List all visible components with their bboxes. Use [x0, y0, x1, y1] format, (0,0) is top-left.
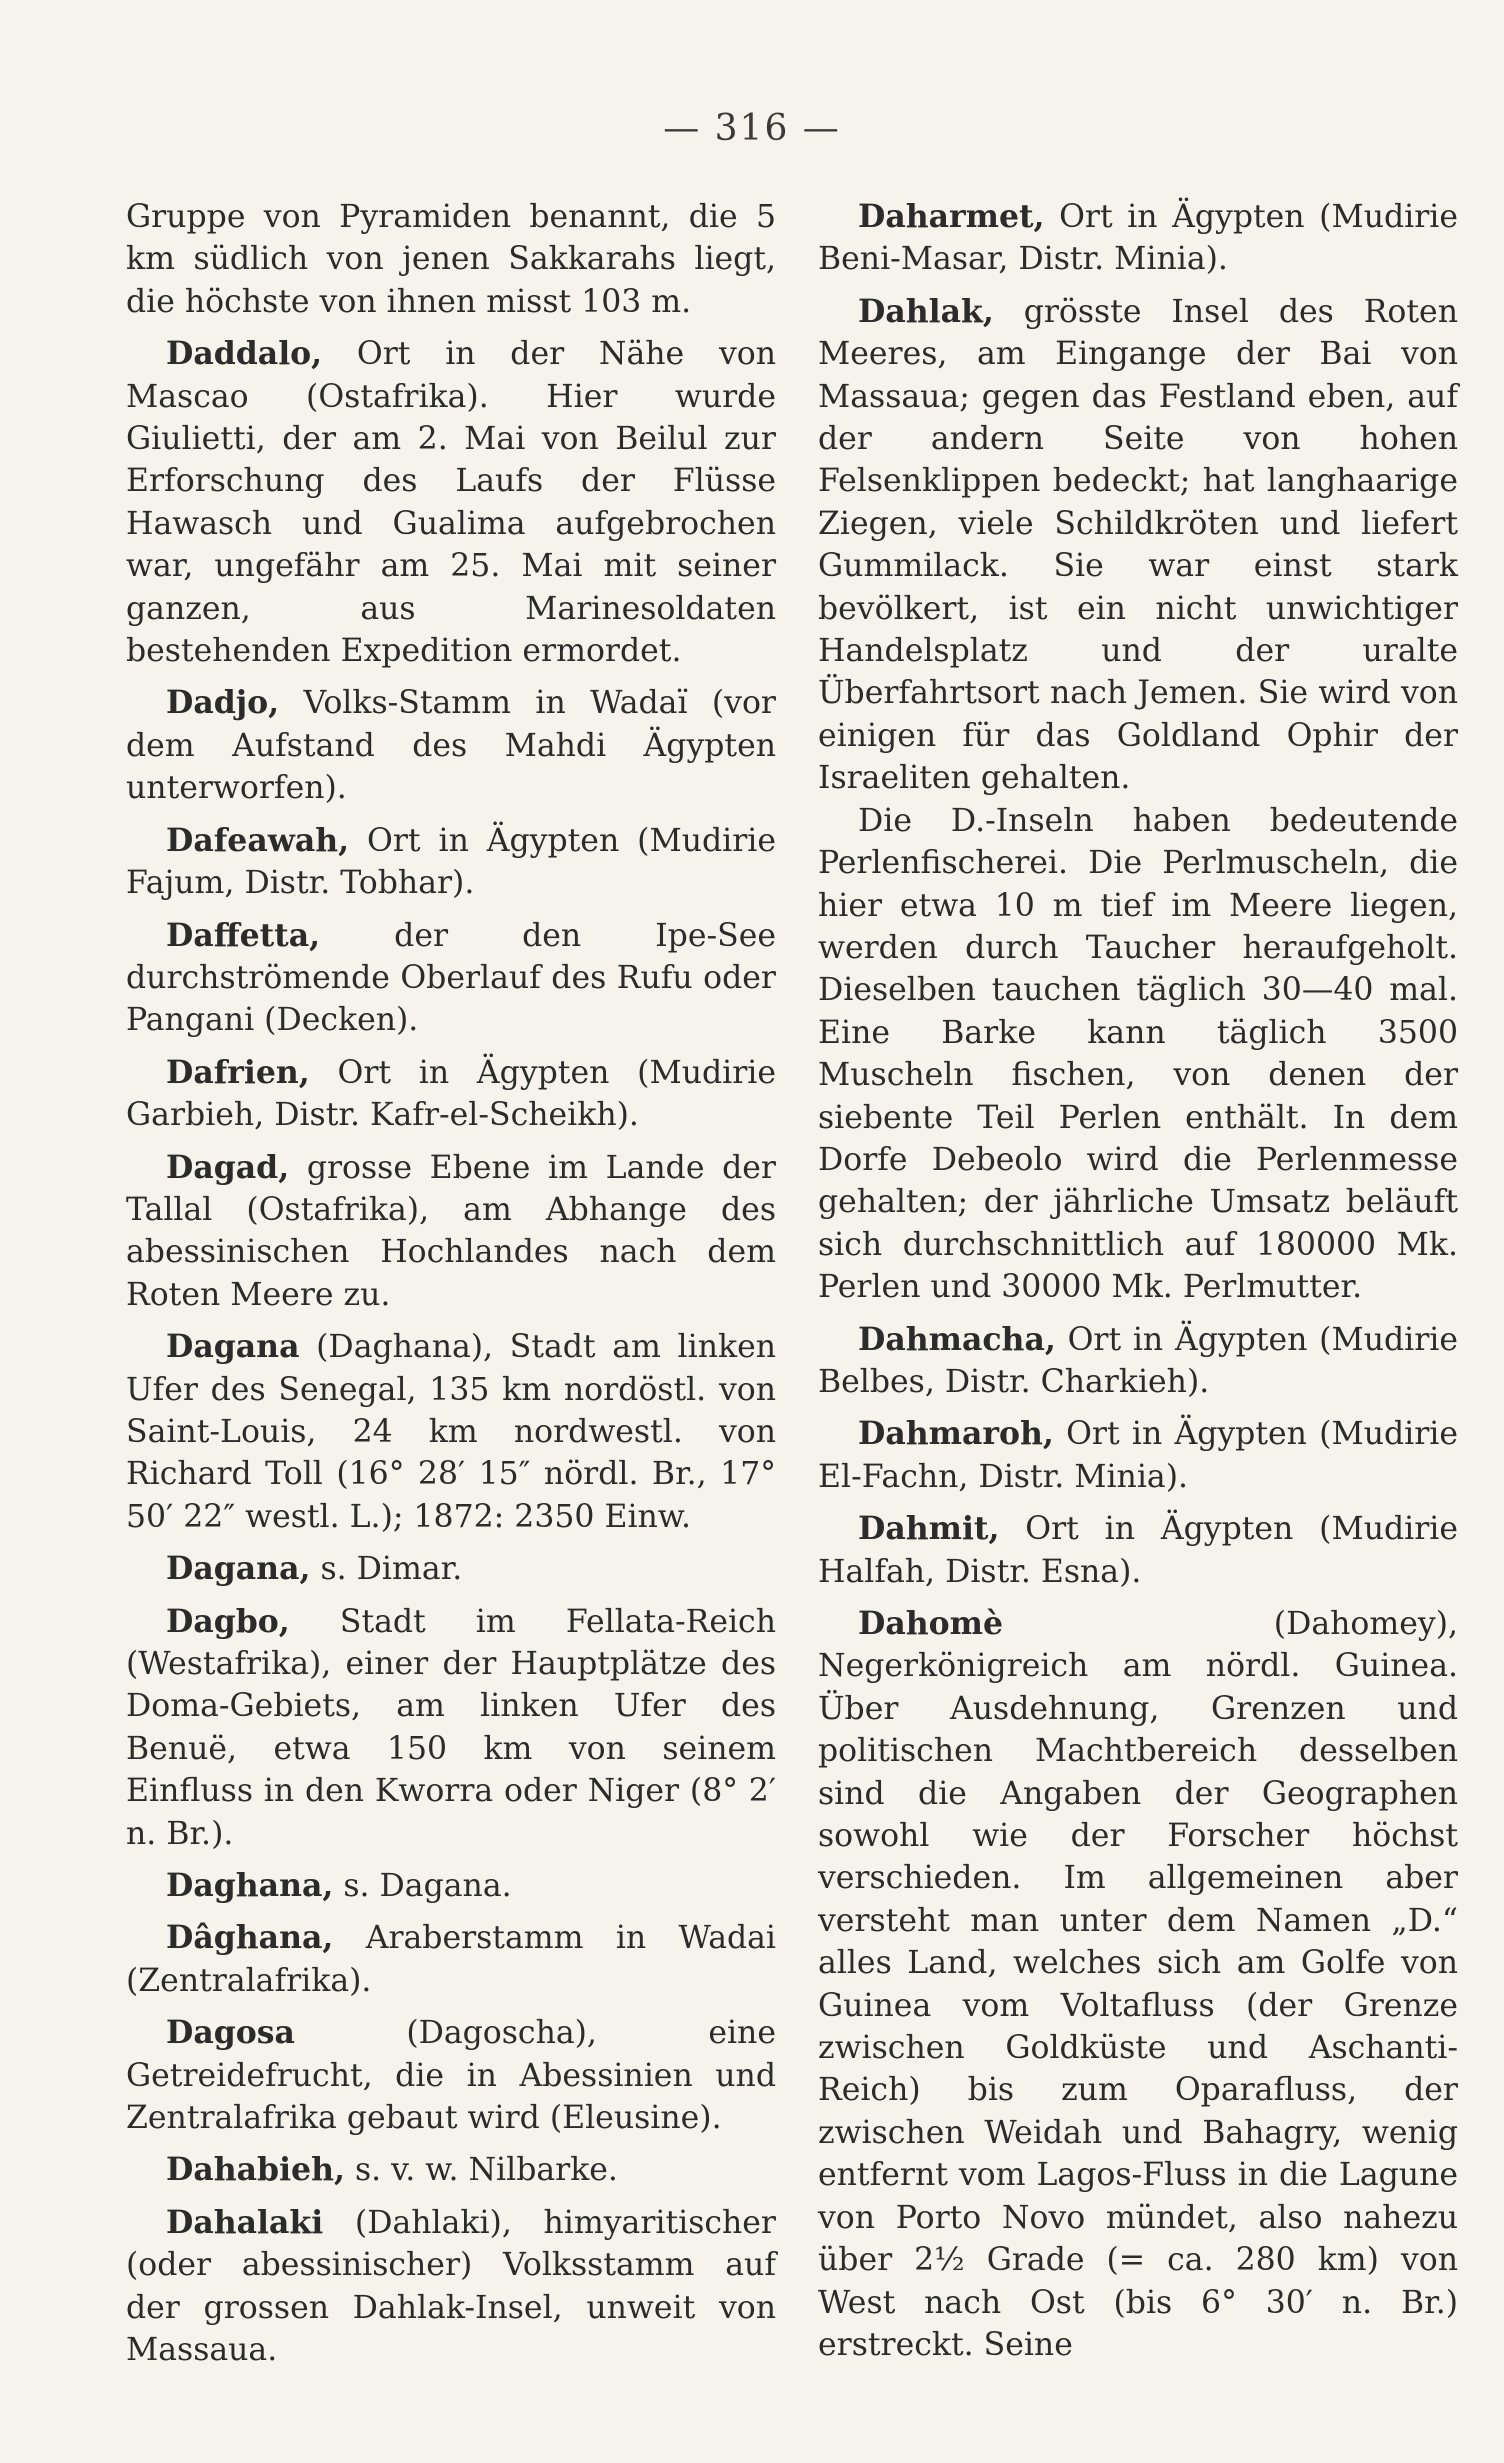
entry-text: s. Dagana. [333, 1868, 512, 1905]
entry-headword: Daghana, [166, 1867, 334, 1905]
entry-text: Ort in Ägypten (Mudirie Garbieh, Distr. Kafr-el-Scheikh). [126, 1054, 776, 1134]
entry-dahome [818, 1603, 1458, 2366]
entry-dagana-ref [126, 1548, 776, 1590]
entry-headword: Dagana [166, 1328, 300, 1366]
entry-dafeawah [126, 820, 776, 905]
entry-text: Ort in Ägypten (Mudirie Beni-Masar, Distr. Minia). [818, 199, 1458, 278]
entry-headword: Dagosa [166, 2014, 295, 2052]
entry-dahalaki [126, 2202, 776, 2372]
entry-text: s. v. w. Nilbarke. [344, 2152, 618, 2189]
entry-headword: Daddalo, [166, 335, 323, 373]
entry-dafrien [126, 1052, 776, 1137]
entry-headword: Dafrien, [166, 1053, 310, 1091]
entry-daffetta [126, 915, 776, 1042]
entry-text: s. Dimar. [310, 1551, 463, 1588]
right-column [818, 196, 1458, 2376]
entry-dagbo [126, 1601, 776, 1855]
entry-dagosa [126, 2012, 776, 2139]
entry-dahabieh [126, 2149, 776, 2191]
page-number: — 316 — [663, 108, 841, 149]
entry-headword: Daharmet, [858, 198, 1045, 235]
entry-headword: Dahalaki [166, 2203, 324, 2241]
entry-dahmit [818, 1508, 1458, 1593]
entry-dagana [126, 1326, 776, 1538]
entry-headword: Dahlak, [858, 292, 994, 330]
entry-dagad [126, 1147, 776, 1317]
entry-headword: Dahabieh, [166, 2151, 345, 2189]
entry-headword: Dahmit, [858, 1510, 1000, 1548]
entry-text: Ort in Ägypten (Mudirie Belbes, Distr. Charkieh). [818, 1321, 1458, 1400]
entry-continuation [126, 196, 776, 323]
entry-text: Ort in Ägypten (Mudirie Fajum, Distr. Tobhar). [126, 822, 776, 902]
entry-text: Ort in Ägypten (Mudirie El-Fachn, Distr. Minia). [818, 1416, 1458, 1495]
entry-text: (Dahomey), Negerkönigreich am nördl. Guinea. Über Ausdehnung, Grenzen und politischen Machtbereich desselben sind die Angaben der Geographen sowohl wie der Forscher höchst verschieden. Im allgemeinen aber versteht man unter dem Namen „D.“ alles Land, welches sich am Golfe von Guinea vom Voltafluss (der Grenze zwischen Goldküste und Aschanti-Reich) bis zum Oparafluss, der zwischen Weidah und Bahagry, wenig entfernt vom Lagos-Fluss in die Lagune von Porto Novo mündet, also nahezu über 2½ Grade (= ca. 280 km) von West nach Ost (bis 6° 30′ n. Br.) erstreckt. Seine [818, 1606, 1458, 2363]
entry-text: (Daghana), Stadt am linken Ufer des Senegal, 135 km nordöstl. von Saint-Louis, 24 km nordwestl. von Richard Toll (16° 28′ 15″ nördl. Br., 17° 50′ 22″ westl. L.); 1872: 2350 Einw. [126, 1329, 776, 1535]
entry-daharmet [818, 196, 1458, 281]
entry-daghana-ref [126, 1865, 776, 1907]
entry-text: Die D.-Inseln haben bedeutende Perlenfischerei. Die Perlmuscheln, die hier etwa 10 m tief im Meere liegen, werden durch Taucher heraufgeholt. Dieselben tauchen täglich 30—40 mal. Eine Barke kann täglich 3500 Muscheln fischen, von denen der siebente Teil Perlen enthält. In dem Dorfe Debeolo wird die Perlenmesse gehalten; der jährliche Umsatz beläuft sich durchschnittlich auf 180000 Mk. Perlen und 30000 Mk. Perlmutter. [818, 802, 1458, 1306]
entry-headword: Dahomè [858, 1605, 1004, 1642]
entry-headword: Daffetta, [166, 916, 321, 954]
entry-headword: Dadjo, [166, 684, 280, 722]
entry-text: grosse Ebene im Lande der Tallal (Ostafrika), am Abhange des abessinischen Hochlandes nach dem Roten Meere zu. [126, 1149, 776, 1313]
entry-dahlak-continued [818, 800, 1458, 1309]
entry-headword: Dagbo, [166, 1602, 290, 1640]
entry-daghana [126, 1917, 776, 2002]
entry-dahmacha [818, 1319, 1458, 1404]
entry-text: Stadt im Fellata-Reich (Westafrika), einer der Hauptplätze des Doma-Gebiets, am linken Ufer des Benuë, etwa 150 km von seinem Einfluss in den Kworra oder Niger (8° 2′ n. Br.). [126, 1603, 776, 1852]
entry-daddalo [126, 333, 776, 672]
left-column [126, 196, 776, 2382]
entry-text: der den Ipe-See durchströmende Oberlauf des Rufu oder Pangani (Decken). [126, 917, 776, 1039]
entry-dahlak [818, 291, 1458, 800]
entry-dadjo [126, 682, 776, 809]
entry-text: Gruppe von Pyramiden benannt, die 5 km südlich von jenen Sakkarahs liegt, die höchste von ihnen misst 103 m. [126, 199, 776, 320]
entry-headword: Dagad, [166, 1148, 290, 1186]
entry-text: (Dahlaki), himyaritischer (oder abessinischer) Volksstamm auf der grossen Dahlak-Insel, unweit von Massaua. [126, 2204, 776, 2369]
entry-text: Araberstamm in Wadai (Zentralafrika). [126, 1920, 776, 1999]
entry-headword: Dagana, [166, 1550, 311, 1588]
entry-dahmaroh [818, 1413, 1458, 1498]
entry-text: (Dagoscha), eine Getreidefrucht, die in Abessinien und Zentralafrika gebaut wird (Eleusine). [126, 2015, 776, 2137]
entry-headword: Dâghana, [166, 1919, 334, 1957]
entry-headword: Dahmacha, [858, 1320, 1056, 1358]
entry-headword: Dahmaroh, [858, 1415, 1054, 1453]
entry-text: Ort in Ägypten (Mudirie Halfah, Distr. Esna). [818, 1511, 1458, 1590]
entry-text: Ort in der Nähe von Mascao (Ostafrika). Hier wurde Giulietti, der am 2. Mai von Beilul zur Erforschung des Laufs der Flüsse Hawasch und Gualima aufgebrochen war, ungefähr am 25. Mai mit seiner ganzen, aus Marinesoldaten bestehenden Expedition ermordet. [126, 336, 776, 670]
entry-headword: Dafeawah, [166, 821, 350, 859]
entry-text: grösste Insel des Roten Meeres, am Eingange der Bai von Massaua; gegen das Festland eben, auf der andern Seite von hohen Felsenklippen bedeckt; hat langhaarige Ziegen, viele Schildkröten und liefert Gummilack. Sie war einst stark bevölkert, ist ein nicht unwichtiger Handelsplatz und der uralte Überfahrtsort nach Jemen. Sie wird von einigen für das Goldland Ophir der Israeliten gehalten. [818, 293, 1458, 797]
entry-text: Volks-Stamm in Wadaï (vor dem Aufstand des Mahdi Ägypten unterworfen). [126, 685, 776, 807]
